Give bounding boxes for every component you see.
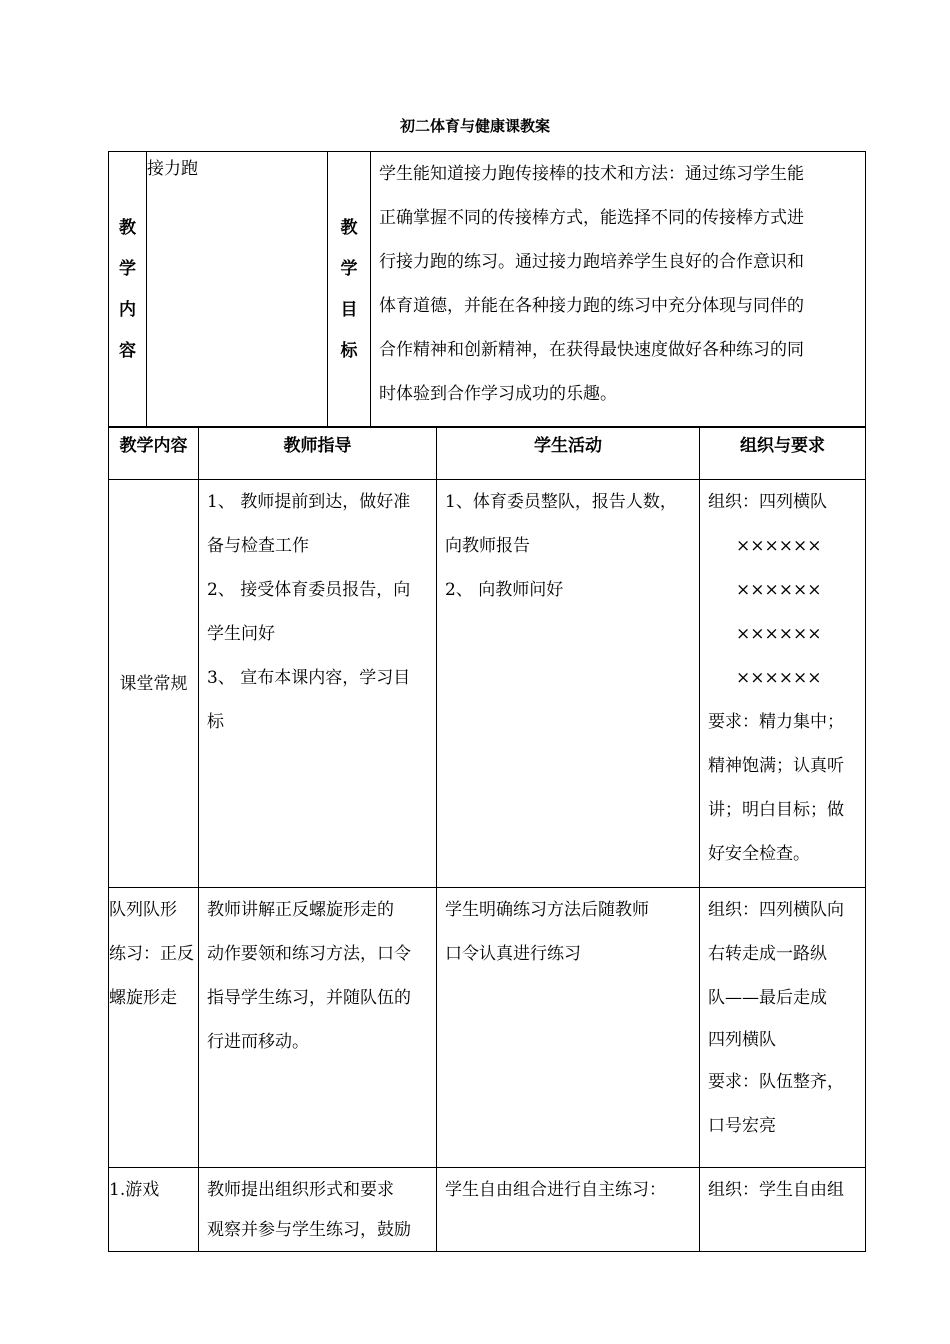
content-label [109,152,147,428]
formation-row: ×××××× [736,668,822,688]
goal-line: 时体验到合作学习成功的乐趣。 [379,384,617,404]
row-content [109,480,199,888]
content-value-text: 接力跑 [147,159,198,179]
org-line: 队——最后走成 [708,988,827,1008]
org-line: 组织：学生自由组 [708,1180,844,1200]
row-teacher [199,1168,437,1252]
student-line: 口令认真进行练习 [445,944,581,964]
formation-row: ×××××× [736,580,822,600]
row-teacher [199,480,437,888]
org-line: 讲；明白目标；做 [708,800,844,820]
row-student [437,1168,700,1252]
lesson-plan-table [108,426,866,1252]
goal-label-char: 学 [340,258,358,279]
student-line: 学生自由组合进行自主练习： [445,1180,666,1200]
row-content [109,1168,199,1252]
row-org [700,480,866,888]
content-label-char: 学 [119,258,136,279]
formation-row: ×××××× [736,624,822,644]
header-content: 教学内容 [109,427,199,480]
row-org [700,1168,866,1252]
goal-line: 学生能知道接力跑传接棒的技术和方法：通过练习学生能 [379,164,804,184]
org-line: 好安全检查。 [708,844,810,864]
row-content [109,888,199,1168]
goal-label [328,152,371,428]
org-line: 组织：四列横队 [708,492,827,512]
row-content-text: 螺旋形走 [109,988,177,1008]
teacher-line: 3、 宣布本课内容，学习目 [207,668,411,688]
org-line: 口号宏亮 [708,1116,776,1136]
lesson-header-table [108,151,866,428]
row-content-text: 队列队形 [109,900,177,920]
goal-label-char: 教 [340,217,358,238]
org-line: 要求：精力集中； [708,712,844,732]
goal-line: 正确掌握不同的传接棒方式，能选择不同的传接棒方式进 [379,208,804,228]
org-line: 四列横队 [708,1030,776,1050]
goal-text [371,152,866,428]
row-content-text: 1.游戏 [109,1180,160,1200]
teacher-line: 备与检查工作 [207,536,309,556]
teacher-line: 教师讲解正反螺旋形走的 [207,900,394,920]
student-line: 1、体育委员整队，报告人数， [445,492,677,512]
goal-label-char: 目 [340,299,358,320]
teacher-line: 行进而移动。 [207,1032,309,1052]
goal-line: 体育道德，并能在各种接力跑的练习中充分体现与同伴的 [379,296,804,316]
row-student [437,888,700,1168]
teacher-line: 动作要领和练习方法，口令 [207,944,411,964]
teacher-line: 1、 教师提前到达，做好准 [207,492,411,512]
table-row [109,480,866,888]
teacher-line: 观察并参与学生练习，鼓励 [207,1220,411,1240]
org-line: 右转走成一路纵 [708,944,827,964]
table-row [109,1168,866,1252]
org-line: 要求：队伍整齐， [708,1072,844,1092]
content-value [147,152,328,428]
org-line: 精神饱满；认真听 [708,756,844,776]
content-label-char: 容 [119,340,136,361]
header-org: 组织与要求 [700,427,866,480]
goal-line: 合作精神和创新精神，在获得最快速度做好各种练习的同 [379,340,804,360]
student-line: 向教师报告 [445,536,530,556]
teacher-line: 指导学生练习，并随队伍的 [207,988,411,1008]
content-label-char: 内 [119,299,136,320]
row-teacher [199,888,437,1168]
table-row [109,888,866,1168]
header-teacher: 教师指导 [199,427,437,480]
table-header-row [109,427,866,480]
header-student: 学生活动 [437,427,700,480]
teacher-line: 教师提出组织形式和要求 [207,1180,394,1200]
row-content-text: 练习：正反 [109,944,194,964]
teacher-line: 2、 接受体育委员报告，向 [207,580,411,600]
goal-line: 行接力跑的练习。通过接力跑培养学生良好的合作意识和 [379,252,804,272]
formation-row: ×××××× [736,536,822,556]
org-line: 组织：四列横队向 [708,900,844,920]
teacher-line: 学生问好 [207,624,275,644]
goal-label-char: 标 [340,340,358,361]
teacher-line: 标 [207,712,224,732]
row-student [437,480,700,888]
row-content-text: 课堂常规 [119,673,188,694]
page-title: 初二体育与健康课教案 [399,117,550,135]
row-org [700,888,866,1168]
content-label-char: 教 [119,217,136,238]
student-line: 2、 向教师问好 [445,580,564,600]
student-line: 学生明确练习方法后随教师 [445,900,649,920]
